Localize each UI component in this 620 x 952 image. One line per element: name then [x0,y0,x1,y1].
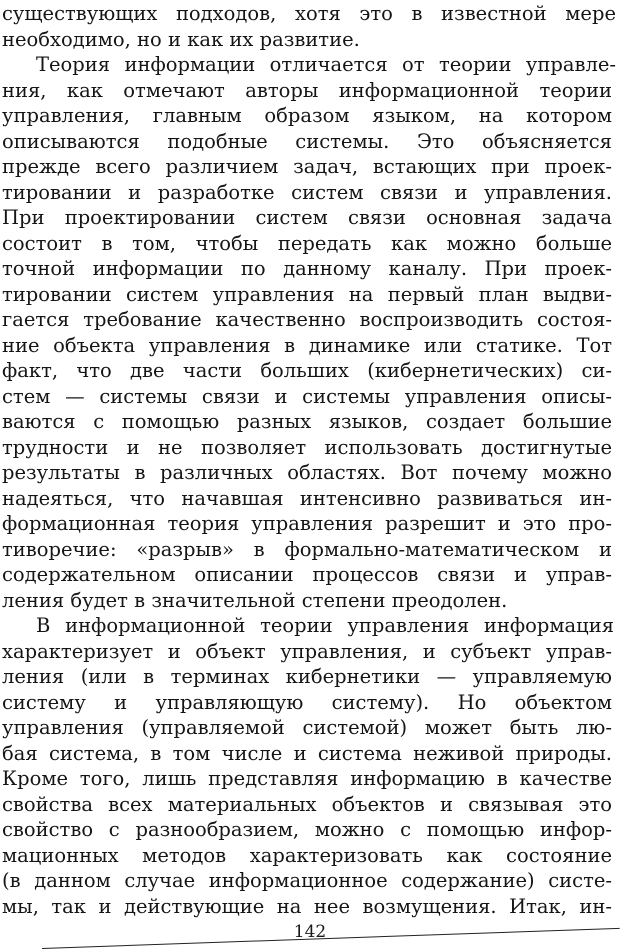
text-line: гается требование качественно воспроизводить состоя- [2,308,612,331]
text-line: ления будет в значительной степени преодолен. [2,588,508,612]
text-line: ления (или в терминах кибернетики — управляемую [2,665,612,688]
text-line: управления (управляемой системой) может быть лю- [2,716,612,739]
text-line: прежде всего различием задач, встающих при проек- [2,155,612,178]
text-line: необходимо, но и как их развитие. [2,27,360,51]
text-line: тировании и разработке систем связи и управления. [2,180,612,204]
text-line: содержательном описании процессов связи и управ- [2,563,612,586]
text-line: Кроме того, лишь представляя информацию в качестве [2,767,612,790]
paragraph-first-line: В информационной теории управления информация [36,614,614,637]
text-line: мационных методов характеризовать как состояние [2,843,612,867]
text-line: При проектировании систем связи основная задача [2,206,612,229]
text-line: ния, как отмечают авторы информационной теории [2,78,612,102]
text-line: систему и управляющую систему). Но объектом [2,690,612,714]
text-line: состоит в том, чтобы передать как можно больше [2,231,612,255]
text-line: характеризует и объект управления, и субъект управ- [2,639,612,663]
text-line: стем — системы связи и системы управления описы- [2,384,612,408]
text-line: формационная теория управления разрешит и это про- [2,512,612,535]
text-line: тировании систем управления на первый план выдви- [2,282,612,306]
text-line: результаты в различных областях. Вот почему можно [2,461,612,484]
text-line: свойства всех материальных объектов и связывая это [2,792,612,816]
text-line: мы, так и действующие на нее возмущения. Итак, ин- [2,894,612,918]
text-line: управления, главным образом языком, на котором [2,104,612,127]
text-line: свойство с разнообразием, можно с помощью инфор- [2,818,612,841]
text-line: тиворечие: «разрыв» в формально-математическом и [2,537,612,561]
text-line: точной информации по данному каналу. При проек- [2,257,612,280]
text-line: надеяться, что начавшая интенсивно развиваться ин- [2,486,612,510]
paragraph-first-line: Теория информации отличается от теории управле- [36,53,616,76]
text-line: трудности и не позволяет использовать достигнутые [2,435,612,459]
text-line: факт, что две части больших (кибернетических) си- [2,359,612,382]
page-number: 142 [293,922,327,942]
text-line: ние объекта управления в динамике или статике. Тот [2,333,612,357]
text-line: бая система, в том числе и система неживой природы. [2,741,612,765]
text-line: описываются подобные системы. Это объясняется [2,129,612,153]
text-line: существующих подходов, хотя это в известной мере [2,2,616,25]
text-line: (в данном случае информационное содержание) систе- [2,869,612,892]
text-line: ваются с помощью разных языков, создает большие [2,410,612,433]
